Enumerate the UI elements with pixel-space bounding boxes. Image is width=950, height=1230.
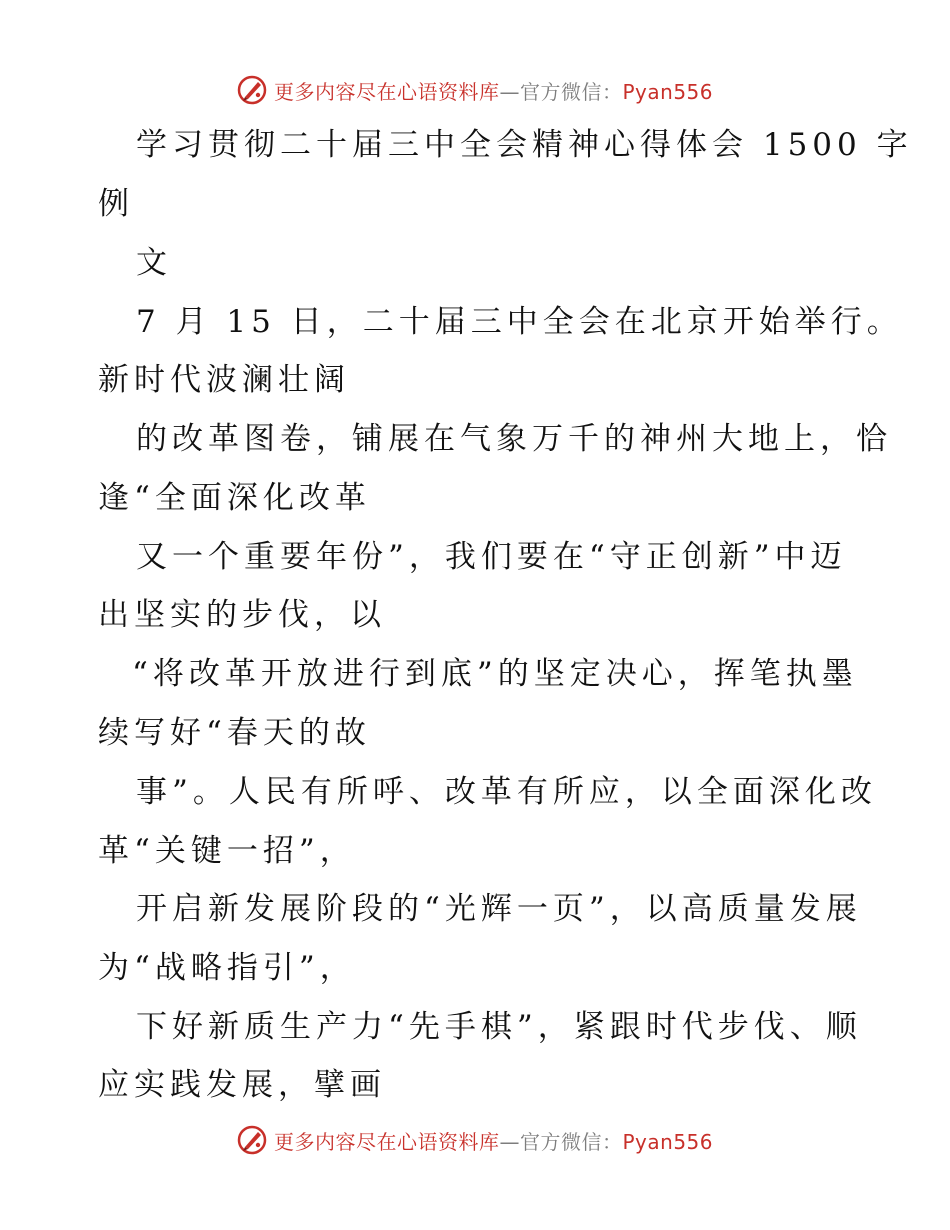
watermark-brand: 更多内容尽在心语资料库 <box>274 1129 500 1154</box>
document-line: 开启新发展阶段的“光辉一页”，以高质量发展 <box>136 891 862 927</box>
document-line: 为“战略指引”， <box>98 950 356 986</box>
document-line: 文 <box>136 245 172 281</box>
document-line: 逢“全面深化改革 <box>98 480 371 516</box>
document-line: 革“关键一招”， <box>98 833 356 869</box>
document-line: 7 月 15 日，二十届三中全会在北京开始举行。 <box>136 304 903 340</box>
document-line: 又一个重要年份”，我们要在“守正创新”中迈 <box>136 539 847 575</box>
watermark-separator: — <box>499 79 520 104</box>
watermark-text <box>274 1126 713 1155</box>
watermark-label: 官方微信： <box>520 79 623 104</box>
document-line: 例 <box>98 186 134 222</box>
document-line: 续写好“春天的故 <box>98 715 371 751</box>
watermark-wechat-id: Pyan556 <box>622 1129 714 1154</box>
footer-watermark <box>236 1122 713 1158</box>
document-line: 下好新质生产力“先手棋”，紧跟时代步伐、顺 <box>136 1009 862 1045</box>
document-line: 的改革图卷，铺展在气象万千的神州大地上，恰 <box>136 421 892 457</box>
document-line: 应实践发展，擘画 <box>98 1067 386 1103</box>
watermark-label: 官方微信： <box>520 1129 623 1154</box>
document-line: “将改革开放进行到底”的坚定决心，挥笔执墨 <box>132 656 858 692</box>
header-watermark <box>236 72 713 108</box>
watermark-text <box>274 76 713 105</box>
document-line: 学习贯彻二十届三中全会精神心得体会 1500 字 <box>136 127 913 163</box>
quill-pen-logo-icon <box>236 74 268 106</box>
document-line: 新时代波澜壮阔 <box>98 362 350 398</box>
watermark-wechat-id: Pyan556 <box>622 79 714 104</box>
document-line: 事”。人民有所呼、改革有所应，以全面深化改 <box>136 774 877 810</box>
watermark-separator: — <box>499 1129 520 1154</box>
document-line: 出坚实的步伐，以 <box>98 597 386 633</box>
quill-pen-logo-icon <box>236 1124 268 1156</box>
watermark-brand: 更多内容尽在心语资料库 <box>274 79 500 104</box>
